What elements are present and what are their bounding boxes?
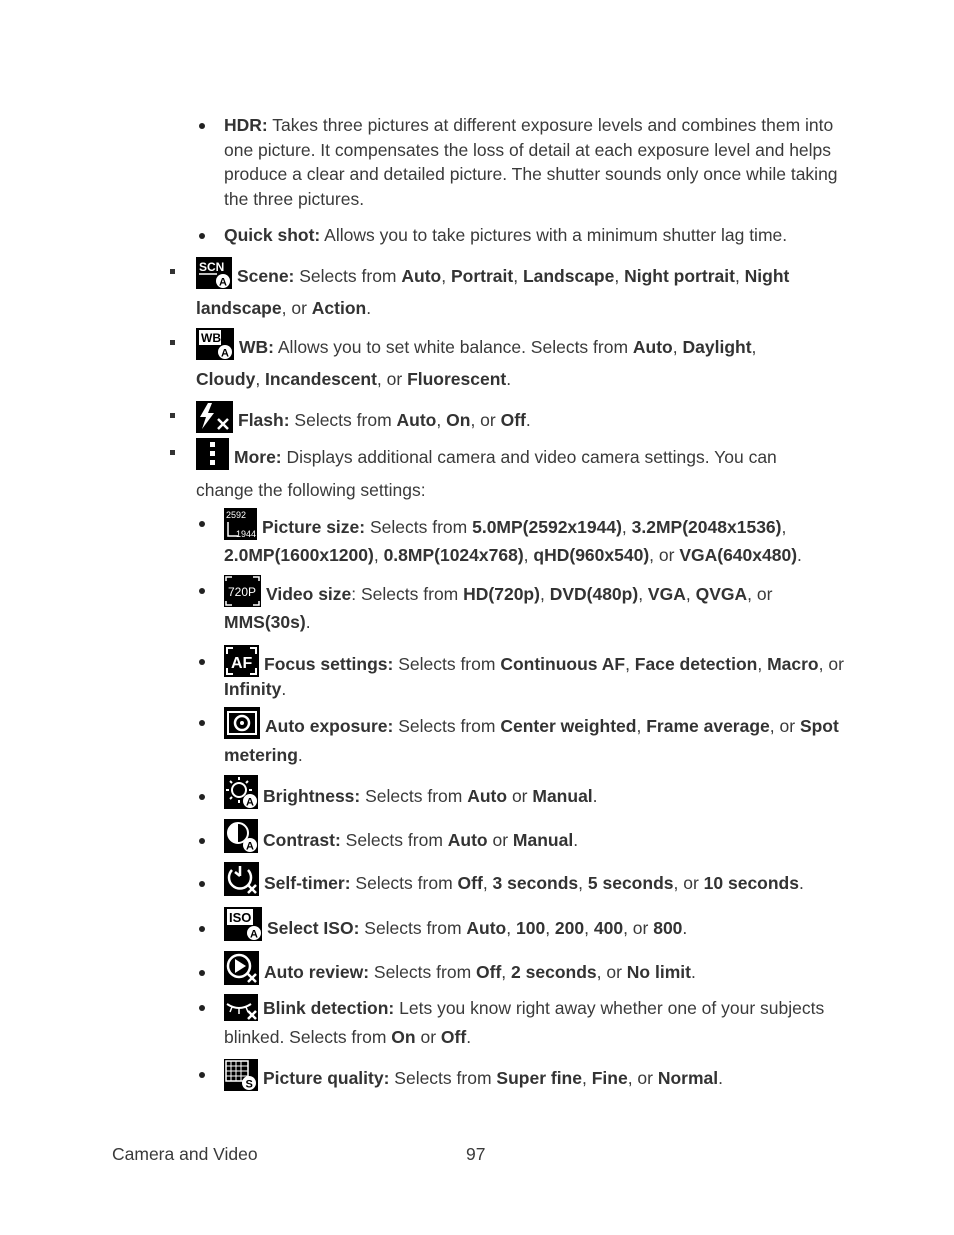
video-size-label: Video size xyxy=(266,584,352,604)
scene-icon-text: SCN xyxy=(199,260,225,274)
bullet xyxy=(199,1005,205,1011)
hdr-label: HDR: xyxy=(224,115,268,135)
bullet xyxy=(199,794,205,800)
svg-text:2592: 2592 xyxy=(226,510,247,520)
brightness-item: A Brightness: Selects from Auto or Manual. xyxy=(224,775,844,812)
bullet xyxy=(199,233,205,239)
auto-exposure-item: Auto exposure: Selects from Center weighted, Frame average, or Spot metering. xyxy=(224,707,844,770)
white-balance-icon xyxy=(196,328,234,360)
quick-shot-text: Allows you to take pictures with a minimum shutter lag time. xyxy=(320,225,788,245)
brightness-label: Brightness: xyxy=(263,786,361,806)
bullet xyxy=(199,926,205,932)
auto-exposure-label: Auto exposure: xyxy=(265,716,394,736)
svg-text:A: A xyxy=(219,276,227,289)
wb-label: WB: xyxy=(239,337,274,357)
focus-icon xyxy=(224,645,259,677)
contrast-label: Contrast: xyxy=(263,830,341,850)
svg-text:A: A xyxy=(250,928,258,941)
hdr-item xyxy=(224,113,844,211)
blink-detection-item: Blink detection: Lets you know right away whether one of your subjects blinked. Selects from On or Off. xyxy=(224,994,844,1052)
square-bullet xyxy=(170,340,175,345)
bullet xyxy=(199,970,205,976)
more-menu-icon xyxy=(196,438,229,470)
wb-item: WB A WB: Allows you to set white balance. Selects from Auto, Daylight, Cloudy, Incandescent, or Fluorescent. xyxy=(196,328,816,395)
flash-off-icon xyxy=(196,401,233,433)
auto-review-icon xyxy=(224,951,259,985)
picture-quality-item: S Picture quality: Selects from Super fine, Fine, or Normal. xyxy=(224,1059,844,1094)
blink-detection-label: Blink detection: xyxy=(263,998,395,1018)
self-timer-item: Self-timer: Selects from Off, 3 seconds, 5 seconds, or 10 seconds. xyxy=(224,862,844,899)
bullet xyxy=(199,881,205,887)
iso-icon xyxy=(224,907,262,941)
bullet xyxy=(199,838,205,844)
square-bullet xyxy=(170,413,175,418)
picture-quality-icon xyxy=(224,1059,258,1091)
video-size-item: 720P Video size: Selects from HD(720p), DVD(480p), VGA, QVGA, or MMS(30s). xyxy=(224,575,844,636)
more-item xyxy=(196,438,816,507)
flash-label: Flash: xyxy=(238,410,290,430)
scene-item: SCN A Scene: Selects from Auto, Portrait, Landscape, Night portrait, Night landscape, or Action. xyxy=(196,257,816,324)
iso-label: Select ISO: xyxy=(267,918,360,938)
svg-text:ISO: ISO xyxy=(229,910,252,925)
hdr-text: Takes three pictures at different exposure levels and combines them into one picture. It compensates the loss of detail at each exposure level and helps produce a clear and detailed picture. The shutter sounds only once while taking the three pictures. xyxy=(224,115,838,209)
footer-section-title: Camera and Video xyxy=(112,1144,258,1164)
quick-shot-label: Quick shot: xyxy=(224,225,321,245)
bullet xyxy=(199,521,205,527)
bullet xyxy=(199,123,205,129)
self-timer-label: Self-timer: xyxy=(264,873,351,893)
picture-size-icon xyxy=(224,508,257,540)
svg-text:A: A xyxy=(246,840,254,853)
iso-item: ISO A Select ISO: Selects from Auto, 100, 200, 400, or 800. xyxy=(224,907,844,944)
contrast-item: A Contrast: Selects from Auto or Manual. xyxy=(224,819,844,856)
contrast-icon xyxy=(224,819,258,853)
svg-text:A: A xyxy=(221,347,229,360)
picture-quality-label: Picture quality: xyxy=(263,1068,390,1088)
brightness-icon xyxy=(224,775,258,809)
svg-text:720P: 720P xyxy=(228,585,257,599)
picture-size-label: Picture size: xyxy=(262,517,366,537)
focus-item: AF Focus settings: Selects from Continuous AF, Face detection, Macro, or Infinity. xyxy=(224,645,844,702)
video-size-icon xyxy=(224,575,261,607)
square-bullet xyxy=(170,450,175,455)
wb-icon-text: WB xyxy=(201,331,221,345)
blink-detection-icon xyxy=(224,994,258,1021)
scene-icon xyxy=(196,257,232,289)
svg-text:A: A xyxy=(246,796,254,809)
auto-exposure-icon xyxy=(224,707,260,739)
footer-page-number: 97 xyxy=(466,1144,486,1164)
picture-size-item: 2592 1944 Picture size: Selects from 5.0MP(2592x1944), 3.2MP(2048x1536), 2.0MP(1600x1200), 0.8MP(1024x768), qHD(960x540), or VGA(640x480). xyxy=(224,510,802,565)
bullet xyxy=(199,1072,205,1078)
flash-item: Flash: Selects from Auto, On, or Off. xyxy=(196,401,816,436)
svg-text:1944: 1944 xyxy=(236,529,257,539)
self-timer-icon xyxy=(224,862,259,896)
more-text: Displays additional camera and video camera settings. You can change the following settings: xyxy=(196,447,777,500)
focus-label: Focus settings: xyxy=(264,654,394,674)
bullet xyxy=(199,659,205,665)
square-bullet xyxy=(170,269,175,274)
svg-text:S: S xyxy=(245,1078,253,1091)
scene-label: Scene: xyxy=(237,266,295,286)
bullet xyxy=(199,588,205,594)
quick-shot-item xyxy=(224,223,844,248)
auto-review-label: Auto review: xyxy=(264,962,370,982)
auto-review-item: Auto review: Selects from Off, 2 seconds, or No limit. xyxy=(224,951,844,988)
bullet xyxy=(199,720,205,726)
more-label: More: xyxy=(234,447,282,467)
svg-text:AF: AF xyxy=(231,655,253,672)
